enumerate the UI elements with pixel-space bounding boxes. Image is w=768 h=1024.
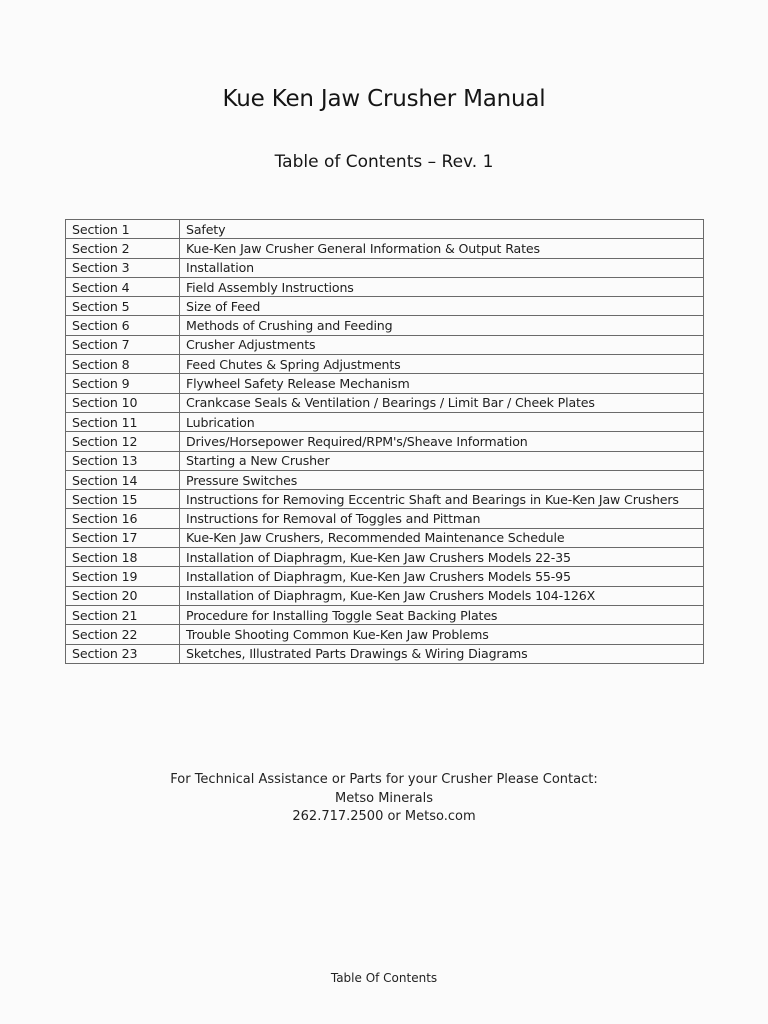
table-row — [66, 490, 704, 509]
section-topic-cell: Kue-Ken Jaw Crusher General Information & Output Rates — [180, 239, 704, 258]
table-row — [66, 432, 704, 451]
section-number-cell: Section 22 — [66, 625, 180, 644]
table-row — [66, 451, 704, 470]
section-number-cell: Section 17 — [66, 528, 180, 547]
section-number-cell: Section 15 — [66, 490, 180, 509]
table-row — [66, 355, 704, 374]
section-topic-cell: Size of Feed — [180, 297, 704, 316]
table-row — [66, 586, 704, 605]
section-topic-cell: Pressure Switches — [180, 470, 704, 489]
section-topic-cell: Installation of Diaphragm, Kue-Ken Jaw Crushers Models 55-95 — [180, 567, 704, 586]
table-row — [66, 335, 704, 354]
table-row — [66, 316, 704, 335]
section-number-cell: Section 6 — [66, 316, 180, 335]
section-topic-cell: Drives/Horsepower Required/RPM's/Sheave Information — [180, 432, 704, 451]
section-number-cell: Section 21 — [66, 605, 180, 624]
section-topic-cell: Installation of Diaphragm, Kue-Ken Jaw Crushers Models 22-35 — [180, 548, 704, 567]
toc-body — [66, 220, 704, 664]
section-topic-cell: Instructions for Removal of Toggles and Pittman — [180, 509, 704, 528]
section-number-cell: Section 23 — [66, 644, 180, 663]
contact-company: Metso Minerals — [335, 790, 433, 806]
table-row — [66, 374, 704, 393]
section-topic-cell: Lubrication — [180, 412, 704, 431]
table-row — [66, 393, 704, 412]
section-topic-cell: Crankcase Seals & Ventilation / Bearings / Limit Bar / Cheek Plates — [180, 393, 704, 412]
section-number-cell: Section 12 — [66, 432, 180, 451]
contact-phone-web: 262.717.2500 or Metso.com — [292, 809, 476, 824]
section-topic-cell: Crusher Adjustments — [180, 335, 704, 354]
contact-line-request: For Technical Assistance or Parts for your Crusher Please Contact: — [170, 772, 598, 787]
section-topic-cell: Starting a New Crusher — [180, 451, 704, 470]
table-row — [66, 509, 704, 528]
section-topic-cell: Feed Chutes & Spring Adjustments — [180, 355, 704, 374]
section-number-cell: Section 9 — [66, 374, 180, 393]
section-number-cell: Section 5 — [66, 297, 180, 316]
section-number-cell: Section 3 — [66, 258, 180, 277]
section-number-cell: Section 10 — [66, 393, 180, 412]
table-row — [66, 528, 704, 547]
table-row — [66, 277, 704, 296]
section-topic-cell: Installation — [180, 258, 704, 277]
section-topic-cell: Sketches, Illustrated Parts Drawings & Wiring Diagrams — [180, 644, 704, 663]
section-topic-cell: Procedure for Installing Toggle Seat Backing Plates — [180, 605, 704, 624]
section-number-cell: Section 7 — [66, 335, 180, 354]
table-row — [66, 239, 704, 258]
section-topic-cell: Kue-Ken Jaw Crushers, Recommended Maintenance Schedule — [180, 528, 704, 547]
section-number-cell: Section 2 — [66, 239, 180, 258]
section-number-cell: Section 18 — [66, 548, 180, 567]
table-row — [66, 644, 704, 663]
table-row — [66, 258, 704, 277]
page-footer: Table Of Contents — [330, 971, 438, 985]
section-number-cell: Section 20 — [66, 586, 180, 605]
section-topic-cell: Safety — [180, 220, 704, 239]
table-row — [66, 297, 704, 316]
table-row — [66, 548, 704, 567]
section-number-cell: Section 14 — [66, 470, 180, 489]
section-number-cell: Section 4 — [66, 277, 180, 296]
section-number-cell: Section 8 — [66, 355, 180, 374]
section-topic-cell: Field Assembly Instructions — [180, 277, 704, 296]
section-topic-cell: Installation of Diaphragm, Kue-Ken Jaw Crushers Models 104-126X — [180, 586, 704, 605]
table-row — [66, 625, 704, 644]
section-topic-cell: Methods of Crushing and Feeding — [180, 316, 704, 335]
section-number-cell: Section 13 — [66, 451, 180, 470]
table-row — [66, 567, 704, 586]
table-row — [66, 412, 704, 431]
document-subtitle: Table of Contents – Rev. 1 — [274, 152, 494, 172]
contact-block — [0, 771, 768, 827]
table-row — [66, 470, 704, 489]
section-number-cell: Section 1 — [66, 220, 180, 239]
section-topic-cell: Flywheel Safety Release Mechanism — [180, 374, 704, 393]
section-topic-cell: Instructions for Removing Eccentric Shaft and Bearings in Kue-Ken Jaw Crushers — [180, 490, 704, 509]
section-number-cell: Section 19 — [66, 567, 180, 586]
document-title: Kue Ken Jaw Crusher Manual — [222, 86, 546, 112]
table-row — [66, 605, 704, 624]
section-number-cell: Section 16 — [66, 509, 180, 528]
section-topic-cell: Trouble Shooting Common Kue-Ken Jaw Problems — [180, 625, 704, 644]
table-row — [66, 220, 704, 239]
section-number-cell: Section 11 — [66, 412, 180, 431]
table-of-contents — [65, 219, 704, 664]
